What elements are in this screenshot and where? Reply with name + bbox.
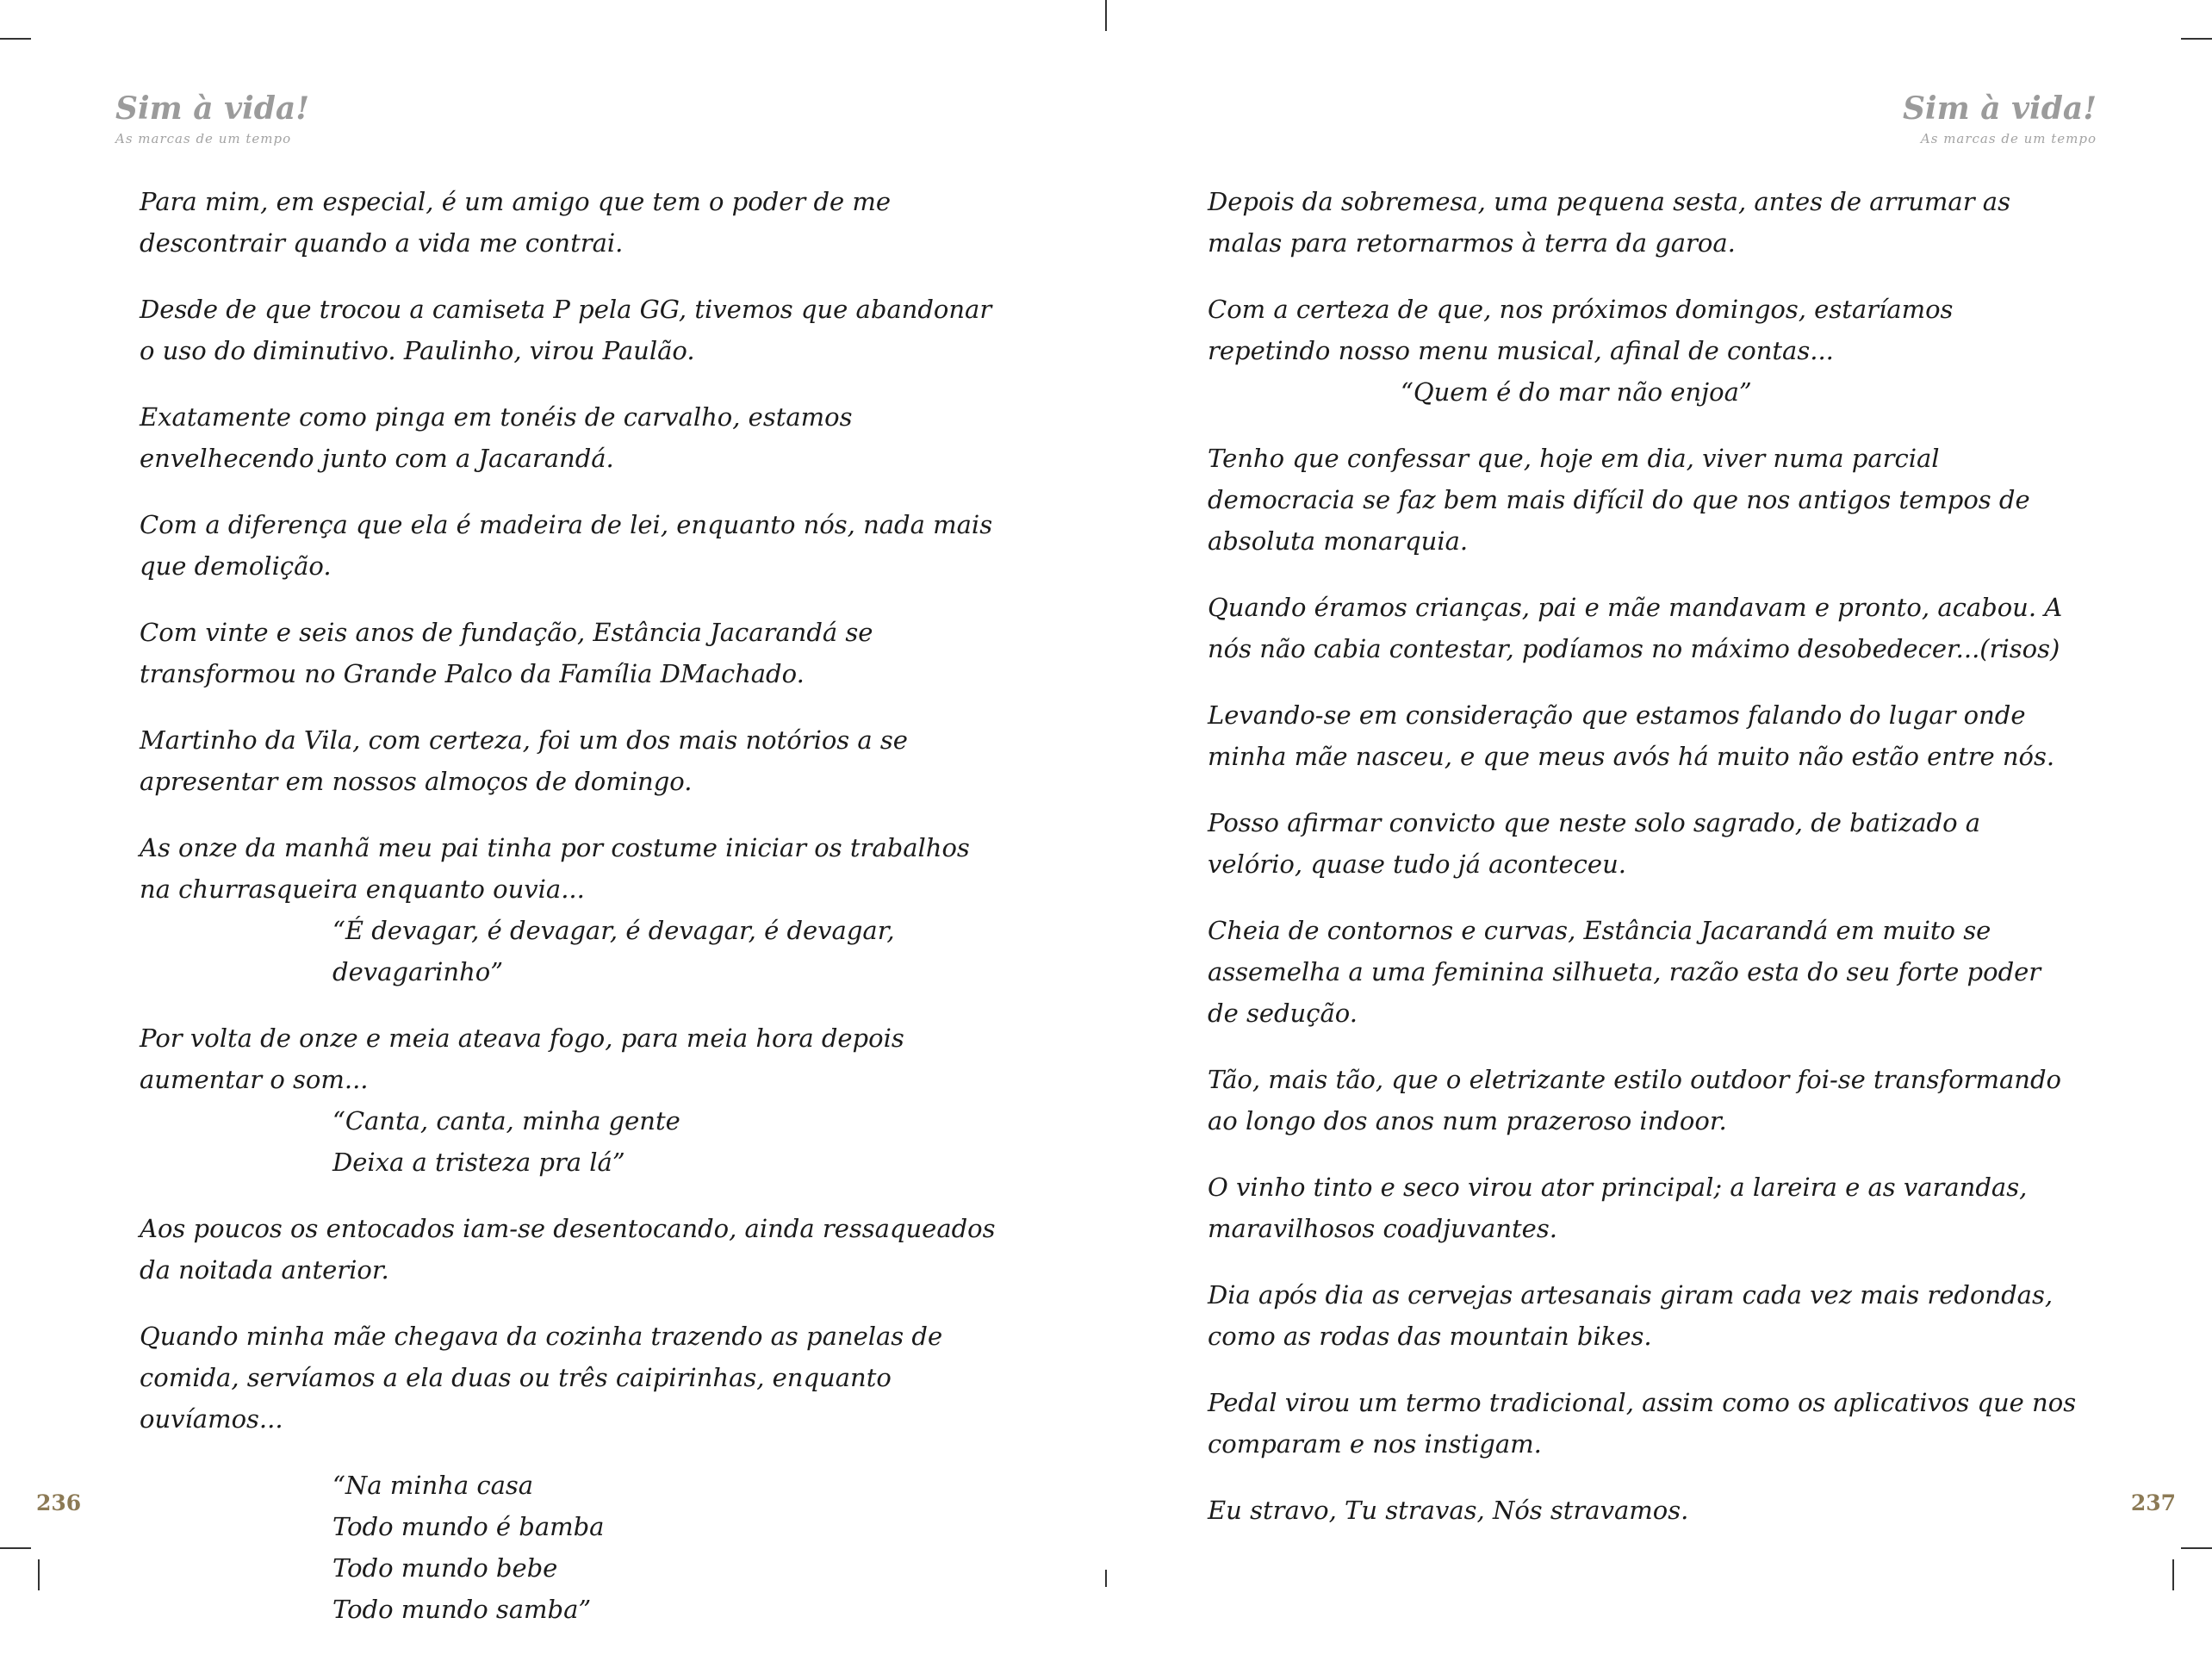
- paragraph: Com vinte e seis anos de fundação, Estância Jacarandá se transformou no Grande Palco da Família DMachado.: [140, 618, 873, 688]
- song-verse-line: “Canta, canta, minha gente: [332, 1106, 680, 1135]
- header-title: Sim à vida!: [115, 90, 310, 127]
- header-subtitle: As marcas de um tempo: [1920, 131, 2097, 146]
- paragraph: Quando minha mãe chegava da cozinha trazendo as panelas de comida, servíamos a ela duas ou três caipirinhas, enquanto ouvíamos...: [140, 1322, 943, 1434]
- paragraph: Pedal virou um termo tradicional, assim como os aplicativos que nos comparam e nos instigam.: [1208, 1388, 2077, 1459]
- paragraph: Desde de que trocou a camiseta P pela GG, tivemos que abandonar o uso do diminutivo. Paulinho, virou Paulão.: [140, 295, 992, 365]
- right-page: [1106, 0, 2212, 1587]
- crop-mark: [2172, 1559, 2174, 1590]
- paragraph: Quando éramos crianças, pai e mãe mandavam e pronto, acabou. A nós não cabia contestar, podíamos no máximo desobedecer...(risos): [1208, 593, 2063, 663]
- paragraph-with-quote: [140, 827, 1006, 992]
- crop-mark: [0, 1547, 31, 1549]
- paragraph-text: As onze da manhã meu pai tinha por costume iniciar os trabalhos na churrasqueira enquanto ouvia...: [140, 833, 970, 904]
- right-body-text: [1208, 181, 2078, 1556]
- paragraph: Dia após dia as cervejas artesanais giram cada vez mais redondas, como as rodas das mountain bikes.: [1208, 1280, 2054, 1351]
- paragraph: Levando-se em consideração que estamos falando do lugar onde minha mãe nasceu, e que meus avós há muito não estão entre nós.: [1208, 700, 2055, 771]
- paragraph: Martinho da Vila, com certeza, foi um dos mais notórios a se apresentar em nossos almoços de domingo.: [140, 725, 908, 796]
- paragraph-text: Com a certeza de que, nos próximos domingos, estaríamos repetindo nosso menu musical, afinal de contas...: [1208, 295, 1954, 365]
- page-number: 237: [2130, 1490, 2176, 1515]
- crop-mark: [0, 38, 31, 40]
- crop-mark: [2181, 1547, 2212, 1549]
- song-verse-line: “Na minha casa: [332, 1471, 534, 1500]
- paragraph: Cheia de contornos e curvas, Estância Jacarandá em muito se assemelha a uma feminina silhueta, razão esta do seu forte poder de sedução.: [1208, 916, 2041, 1028]
- paragraph: Depois da sobremesa, uma pequena sesta, antes de arrumar as malas para retornarmos à terra da garoa.: [1208, 187, 2010, 258]
- header-title: Sim à vida!: [1902, 90, 2097, 127]
- paragraph: Eu stravo, Tu stravas, Nós stravamos.: [1208, 1496, 1689, 1525]
- running-header: [115, 90, 310, 146]
- paragraph-with-quote: [1208, 289, 2078, 413]
- song-quote: “É devagar, é devagar, é devagar, é devagar, devagarinho”: [332, 916, 895, 986]
- song-verse: [140, 1465, 1006, 1630]
- crop-mark: [2181, 38, 2212, 40]
- paragraph: O vinho tinto e seco virou ator principal; a lareira e as varandas, maravilhosos coadjuvantes.: [1208, 1173, 2028, 1243]
- paragraph: Exatamente como pinga em tonéis de carvalho, estamos envelhecendo junto com a Jacarandá.: [140, 402, 853, 473]
- song-verse-line: Todo mundo bebe: [332, 1553, 558, 1583]
- paragraph: Tão, mais tão, que o eletrizante estilo outdoor foi-se transformando ao longo dos anos num prazeroso indoor.: [1208, 1065, 2061, 1135]
- paragraph: Tenho que confessar que, hoje em dia, viver numa parcial democracia se faz bem mais difícil do que nos antigos tempos de absoluta monarquia.: [1208, 444, 2030, 556]
- paragraph: Para mim, em especial, é um amigo que tem o poder de me descontrair quando a vida me contrai.: [140, 187, 892, 258]
- paragraph-with-quote: [140, 1017, 1006, 1183]
- running-header: [1902, 90, 2097, 146]
- song-quote: “Quem é do mar não enjoa”: [1401, 377, 1752, 407]
- paragraph-text: Por volta de onze e meia ateava fogo, para meia hora depois aumentar o som...: [140, 1023, 904, 1094]
- paragraph: Posso afirmar convicto que neste solo sagrado, de batizado a velório, quase tudo já aconteceu.: [1208, 808, 1981, 879]
- song-verse-line: Todo mundo samba”: [332, 1595, 592, 1624]
- left-page: [0, 0, 1106, 1624]
- page-number: 236: [36, 1490, 82, 1515]
- header-subtitle: As marcas de um tempo: [115, 131, 292, 146]
- left-body-text: [140, 181, 1006, 1655]
- song-verse-line: Deixa a tristeza pra lá”: [332, 1148, 625, 1177]
- song-verse-line: Todo mundo é bamba: [332, 1512, 605, 1541]
- paragraph: Aos poucos os entocados iam-se desentocando, ainda ressaqueados da noitada anterior.: [140, 1214, 996, 1285]
- crop-mark: [38, 1559, 40, 1590]
- paragraph: Com a diferença que ela é madeira de lei, enquanto nós, nada mais que demolição.: [140, 510, 993, 581]
